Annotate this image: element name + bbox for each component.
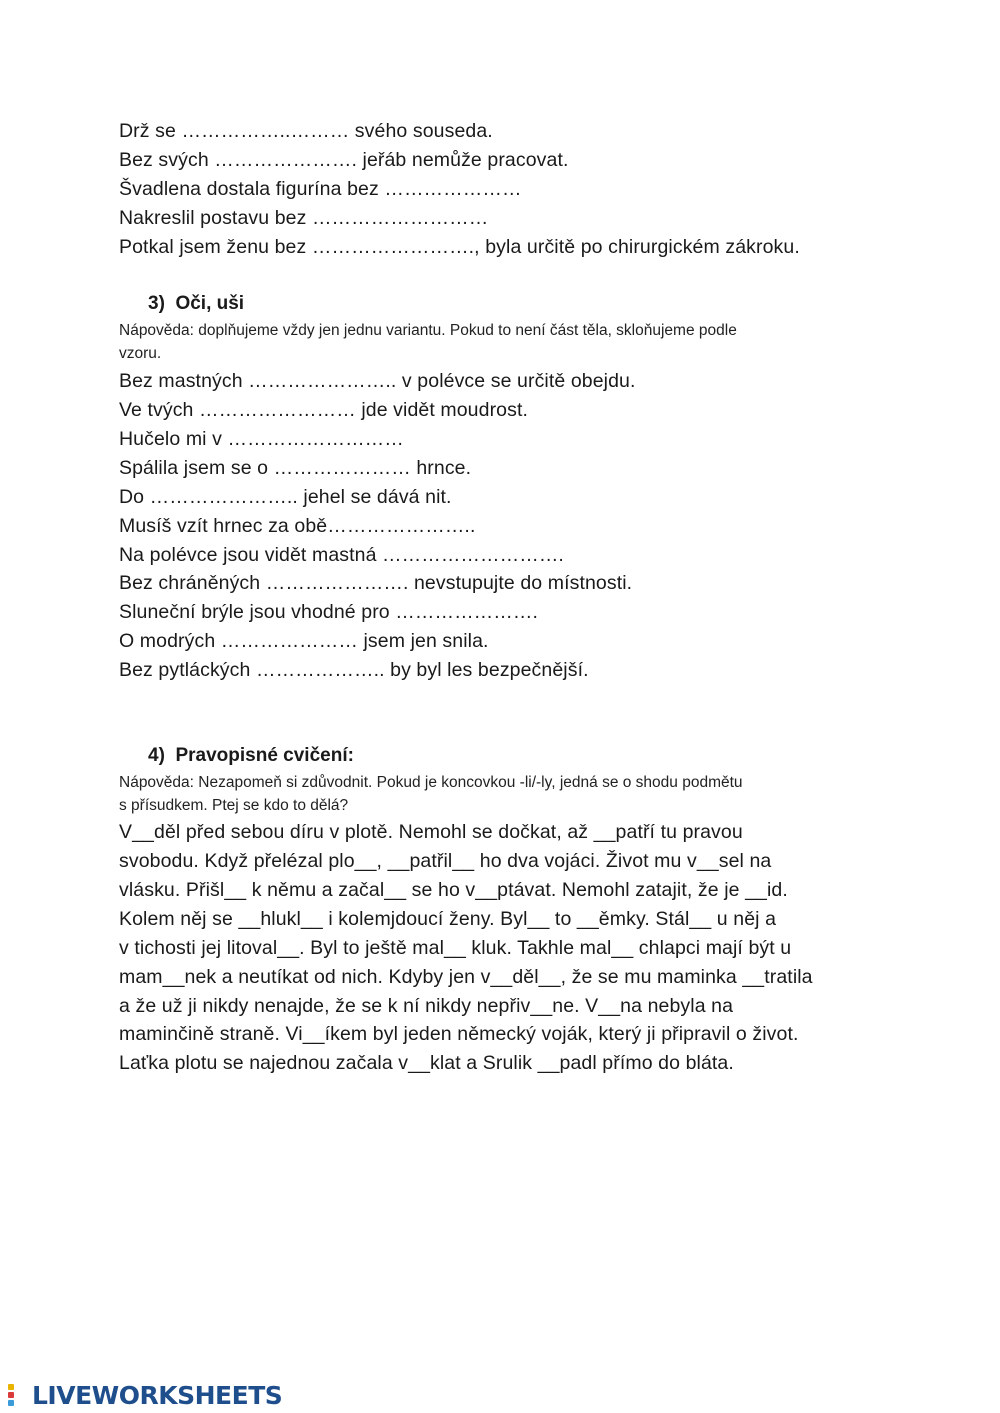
exercise-line: Do ………………….. jehel se dává nit. [119, 486, 452, 508]
exercise-line: Bez svých …………………. jeřáb nemůže pracovat. [119, 149, 569, 171]
section-heading: 3) Oči, uši [148, 293, 245, 314]
hint-line: Nápověda: doplňujeme vždy jen jednu variantu. Pokud to není část těla, skloňujeme podle [119, 322, 737, 339]
paragraph-line: mam__nek a neutíkat od nich. Kdyby jen v__děl__, že se mu maminka __tratila [119, 966, 813, 988]
exercise-line: Ve tvých …………………… jde vidět moudrost. [119, 399, 528, 421]
exercise-line: Bez pytláckých ……………….. by byl les bezpečnější. [119, 659, 589, 681]
paragraph-line: Laťka plotu se najednou začala v__klat a Srulik __padl přímo do bláta. [119, 1052, 734, 1074]
paragraph-line: svobodu. Když přelézal plo__, __patřil__ ho dva vojáci. Život mu v__sel na [119, 850, 772, 872]
paragraph-line: a že už ji nikdy nenajde, že se k ní nikdy nepřiv__ne. V__na nebyla na [119, 995, 734, 1017]
exercise-line: O modrých ………………… jsem jen snila. [119, 630, 489, 652]
exercise-line: Potkal jsem ženu bez ……………………., byla určitě po chirurgickém zákroku. [119, 236, 800, 258]
hint-line: Nápověda: Nezapomeň si zdůvodnit. Pokud je koncovkou -li/-ly, jedná se o shodu podmětu [119, 774, 743, 791]
exercise-line: Na polévce jsou vidět mastná ………………………. [119, 544, 564, 566]
exercise-line: Drž se ……………..……… svého souseda. [119, 120, 493, 142]
exercise-line: Sluneční brýle jsou vhodné pro …………………. [119, 601, 538, 623]
liveworksheets-logo[interactable] [8, 1380, 282, 1410]
exercise-line: Spálila jsem se o ………………… hrnce. [119, 457, 472, 479]
section-heading: 4) Pravopisné cvičení: [148, 745, 354, 766]
liveworksheets-logo-icon [8, 1382, 30, 1408]
logo-text: LIVEWORKSHEETS [32, 1380, 283, 1410]
paragraph-line: vlásku. Přišl__ k němu a začal__ se ho v__ptávat. Nemohl zatajit, že je __id. [119, 879, 788, 901]
paragraph-line: v tichosti jej litoval__. Byl to ještě mal__ kluk. Takhle mal__ chlapci mají být u [119, 937, 792, 959]
paragraph-line: V__děl před sebou díru v plotě. Nemohl se dočkat, až __patří tu pravou [119, 821, 743, 843]
exercise-line: Nakreslil postavu bez ……………………… [119, 207, 489, 229]
hint-line: vzoru. [119, 345, 162, 362]
exercise-line: Švadlena dostala figurína bez ………………… [119, 178, 522, 200]
paragraph-line: maminčině straně. Vi__íkem byl jeden německý voják, který ji připravil o život. [119, 1023, 799, 1045]
exercise-line: Bez mastných ………………….. v polévce se určitě obejdu. [119, 370, 636, 392]
hint-line: s přísudkem. Ptej se kdo to dělá? [119, 797, 349, 814]
exercise-line: Bez chráněných …………………. nevstupujte do místnosti. [119, 572, 633, 594]
exercise-line: Musíš vzít hrnec za obě………………….. [119, 515, 476, 537]
exercise-line: Hučelo mi v ……………………… [119, 428, 404, 450]
paragraph-line: Kolem něj se __hlukl__ i kolemjdoucí ženy. Byl__ to __ěmky. Stál__ u něj a [119, 908, 777, 930]
